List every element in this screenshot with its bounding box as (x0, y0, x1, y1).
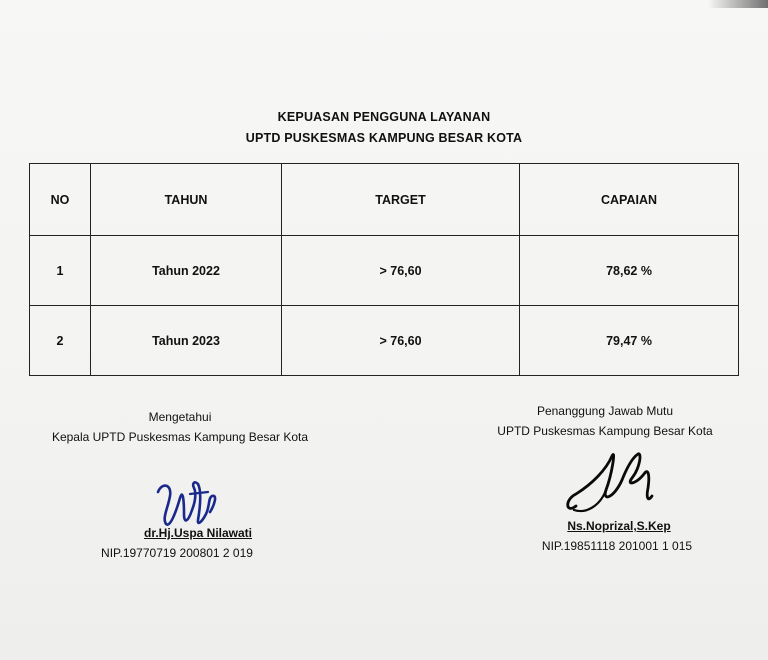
signature-block-left (20, 410, 340, 570)
signer-nip-right: NIP.19851118 201001 1 015 (541, 539, 693, 553)
responsible-label: Penanggung Jawab Mutu (536, 404, 674, 418)
column-header-tahun: TAHUN (91, 164, 282, 236)
signer-name-left: dr.Hj.Uspa Nilawati (143, 526, 253, 540)
document-title: KEPUASAN PENGGUNA LAYANAN (277, 110, 491, 124)
column-header-no: NO (30, 164, 91, 236)
column-header-target: TARGET (282, 164, 520, 236)
signer-name-right: Ns.Noprizal,S.Kep (567, 519, 671, 533)
table-row (30, 306, 739, 376)
cell-no: 2 (30, 306, 91, 376)
cell-target: > 76,60 (282, 306, 520, 376)
document-subtitle: UPTD PUSKESMAS KAMPUNG BESAR KOTA (245, 131, 523, 145)
cell-target: > 76,60 (282, 236, 520, 306)
cell-capaian: 78,62 % (520, 236, 739, 306)
scan-edge-shadow (708, 0, 768, 8)
cell-no: 1 (30, 236, 91, 306)
acknowledged-label: Mengetahui (148, 410, 212, 424)
cell-tahun: Tahun 2023 (91, 306, 282, 376)
satisfaction-table (29, 163, 739, 376)
signer-nip-left: NIP.19770719 200801 2 019 (101, 546, 253, 560)
signature-block-right (470, 404, 768, 564)
column-header-capaian: CAPAIAN (520, 164, 739, 236)
table-row (30, 236, 739, 306)
handwritten-signature-right (562, 444, 672, 524)
cell-tahun: Tahun 2022 (91, 236, 282, 306)
table-header-row (30, 164, 739, 236)
signer-position-left: Kepala UPTD Puskesmas Kampung Besar Kota (51, 430, 309, 444)
cell-capaian: 79,47 % (520, 306, 739, 376)
signer-position-right: UPTD Puskesmas Kampung Besar Kota (497, 424, 713, 438)
